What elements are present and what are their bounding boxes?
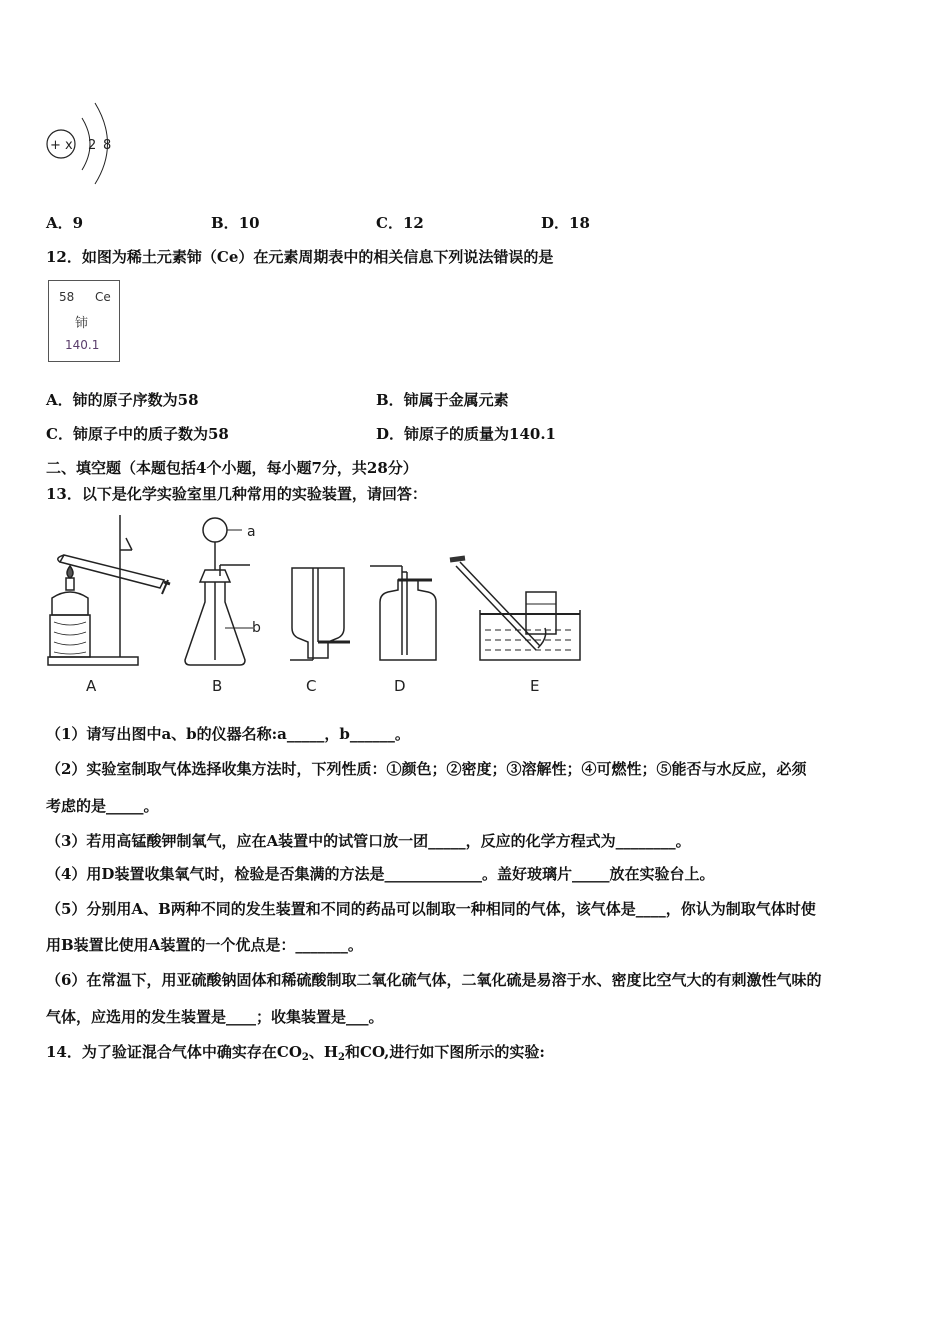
label-apparatus-b: B [212, 677, 223, 695]
q13-part-5-line-2: 用B装置比使用A装置的一个优点是：_______。 [46, 936, 363, 954]
q12-stem: 12．如图为稀土元素铈（Ce）在元素周期表中的相关信息下列说法错误的是 [46, 248, 554, 266]
q13-part-4: （4）用D装置收集氧气时，检验是否集满的方法是_____________。盖好玻璃片_____放在实验台上。 [46, 865, 715, 883]
test-tube [60, 555, 164, 588]
atom-structure-diagram [40, 98, 130, 188]
q13-part-1: （1）请写出图中a、b的仪器名称:a_____，b______。 [46, 725, 410, 743]
stand-base [48, 657, 138, 665]
q13-part-3: （3）若用高锰酸钾制氧气，应在A装置中的试管口放一团_____，反应的化学方程式为________。 [46, 832, 691, 850]
shell-2-count: 8 [103, 138, 112, 153]
apparatus-b [185, 518, 253, 665]
q11-option-c: C．12 [376, 214, 424, 232]
nucleus-label: + x [50, 138, 73, 153]
label-a: a [247, 524, 256, 540]
q13-part-6-line-2: 气体，应选用的发生装置是____；收集装置是___。 [46, 1008, 384, 1026]
q13-stem: 13．以下是化学实验室里几种常用的实验装置，请回答： [46, 485, 427, 503]
wooden-block [50, 615, 90, 657]
q11-option-d: D．18 [541, 214, 590, 232]
q13-part-2-line-1: （2）实验室制取气体选择收集方法时，下列性质：①颜色；②密度；③溶解性；④可燃性；⑤能否与水反应，必须 [46, 760, 807, 778]
apparatus-a [48, 515, 170, 665]
gas-bottle-d [380, 580, 436, 660]
lab-apparatus-figure [40, 510, 600, 700]
q11-option-a: A．9 [46, 214, 84, 232]
section-2-title: 二、填空题（本题包括4个小题，每小题7分，共28分） [46, 459, 418, 477]
separatory-funnel [203, 518, 227, 542]
element-symbol: Ce [95, 290, 111, 304]
q12-option-b: B．铈属于金属元素 [376, 391, 509, 409]
q11-option-b: B．10 [211, 214, 260, 232]
element-name: 铈 [75, 316, 89, 331]
label-apparatus-c: C [306, 677, 317, 695]
q13-part-2-line-2: 考虑的是_____。 [46, 797, 159, 815]
alcohol-lamp [52, 592, 88, 615]
element-atomic-mass: 140.1 [65, 338, 100, 352]
label-b: b [252, 620, 261, 636]
apparatus-d [370, 566, 436, 660]
flame-icon [67, 566, 73, 578]
rubber-stopper [200, 570, 230, 582]
q13-part-5-line-1: （5）分别用A、B两种不同的发生装置和不同的药品可以制取一种相同的气体，该气体是____，你认为制取气体时使 [46, 900, 816, 918]
label-apparatus-e: E [530, 677, 540, 695]
label-apparatus-a: A [86, 677, 97, 695]
shell-1-count: 2 [88, 138, 97, 153]
apparatus-e [450, 558, 580, 660]
label-apparatus-d: D [394, 677, 406, 695]
element-card [48, 280, 120, 362]
q13-part-6-line-1: （6）在常温下，用亚硫酸钠固体和稀硫酸制取二氧化硫气体，二氧化硫是易溶于水、密度比空气大的有刺激性气味的 [46, 971, 822, 989]
element-atomic-number: 58 [59, 290, 75, 304]
q12-option-a: A．铈的原子序数为58 [46, 391, 199, 409]
q12-option-c: C．铈原子中的质子数为58 [46, 425, 229, 443]
q12-option-d: D．铈原子的质量为140.1 [376, 425, 556, 443]
q14-stem: 14．为了验证混合气体中确实存在$CO_2$、$H_2$和CO,进行如下图所示的实验: [46, 1043, 545, 1063]
apparatus-c [290, 568, 350, 660]
